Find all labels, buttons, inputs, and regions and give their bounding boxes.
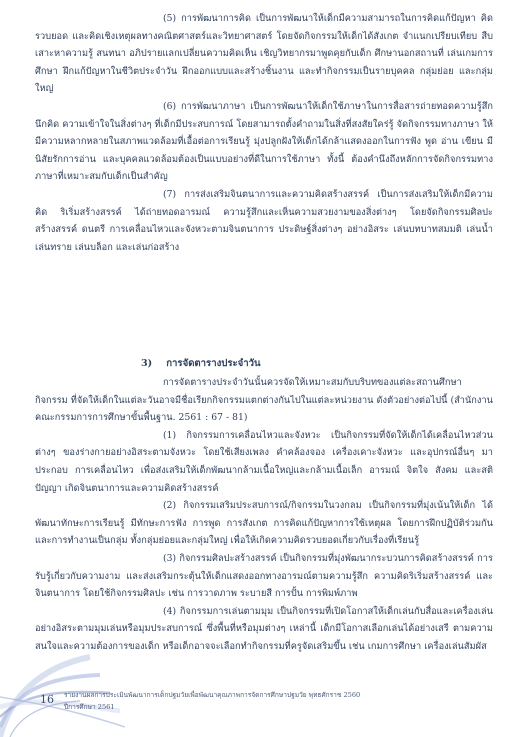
list-item-corner-play: (4) กิจกรรมการเล่นตามมุม เป็นกิจกรรมที่เปิดโอกาสให้เด็กเล่นกับสื่อและเครื่องเล่น อย่างอิสระตามมุมเล่นหรือมุมประสบการณ์ ซึ่งพื้นที่หรือมุมต่างๆ เหล่านี้ เด็กมีโอกาสเลือกเล่นได้อย่างเสรี ตามความสนใจและความต้องการของเด็ก หรือเด็กอาจจะเลือกทำกิจกรรมที่ครูจัดเสริมขึ้น เช่น เกมการศึกษา เครื่องเล่นสัมผัส [35,605,493,652]
list-item-movement: (1) กิจกรรมการเคลื่อนไหวและจังหวะ เป็นกิจกรรมที่จัดให้เด็กได้เคลื่อนไหวส่วนต่างๆ ของร่างกายอย่างอิสระตามจังหวะ โดยใช้เสียงเพลง คำคล้องจอง เครื่องเคาะจังหวะ และอุปกรณ์อื่นๆ มาประกอบ การเคลื่อนไหว เพื่อส่งเสริมให้เด็กพัฒนากล้ามเนื้อใหญ่และกล้ามเนื้อเล็ก อารมณ์ จิตใจ สังคม และสติปัญญา เกิดจินตนาการและความคิดสร้างสรรค์ [35,429,493,494]
paragraph-thinking: (5) การพัฒนาการคิด เป็นการพัฒนาให้เด็กมีความสามารถในการคิดแก้ปัญหา คิดรวบยอด และคิดเชิงเหตุผลทางคณิตศาสตร์และวิทยาศาสตร์ โดยจัดกิจกรรมให้เด็กได้สังเกต จำแนกเปรียบเทียบ สืบเสาะหาความรู้ สนทนา อภิปรายแลกเปลี่ยนความคิดเห็น เชิญวิทยากรมาพูดคุยกับเด็ก ศึกษานอกสถานที่ เล่นเกมการศึกษา ฝึกแก้ปัญหาในชีวิตประจำวัน ฝึกออกแบบและสร้างชิ้นงาน และทำกิจกรรมเป็นรายบุคคล กลุ่มย่อย และกลุ่มใหญ่ [35,13,493,95]
list-item-experience: (2) กิจกรรมเสริมประสบการณ์/กิจกรรมในวงกลม เป็นกิจกรรมที่มุ่งเน้นให้เด็ก ได้พัฒนาทักษะการเรียนรู้ มีทักษะการฟัง การพูด การสังเกต การคิดแก้ปัญหาการใช้เหตุผล โดยการฝึกปฏิบัติร่วมกัน และการทำงานเป็นกลุ่ม ทั้งกลุ่มย่อยและกลุ่มใหญ่ เพื่อให้เกิดความคิดรวบยอดเกี่ยวกับเรื่องที่เรียนรู้ [35,500,493,547]
heading-title: การจัดตารางประจำวัน [166,358,261,369]
paragraph-intro: การจัดตารางประจำวันนั้นควรจัดให้เหมาะสมกับบริบทของแต่ละสถานศึกษา กิจกรรม ที่จัดให้เด็กในแต่ละวันอาจมีชื่อเรียกกิจกรรมแตกต่างกันไปในแต่ละหน่วยงาน ดังตัวอย่างต่อไปนี้ (สำนักงาน คณะกรรมการการศึกษาขั้นพื้นฐาน. 2561 : 67 - 81) [35,377,493,424]
section-heading [141,356,275,371]
running-footer [64,689,360,713]
paragraph-creativity: (7) การส่งเสริมจินตนาการและความคิดสร้างสรรค์ เป็นการส่งเสริมให้เด็กมีความคิด ริเริ่มสร้างสรรค์ ได้ถ่ายทอดอารมณ์ ความรู้สึกและเห็นความสวยงามของสิ่งต่างๆ โดยจัดกิจกรรมศิลปะสร้างสรรค์ ดนตรี การเคลื่อนไหวและจังหวะตามจินตนาการ ประดิษฐ์สิ่งต่างๆ อย่างอิสระ เล่นบทบาทสมมติ เล่นน้ำเล่นทราย เล่นบล็อก และเล่นก่อสร้าง [35,188,493,253]
footer-line-title: รายงานผลการประเมินพัฒนาการเด็กปฐมวัยเพื่อพัฒนาคุณภาพการจัดการศึกษาปฐมวัย พุทธศักราช 2560 [64,691,361,699]
section-developments [35,10,493,256]
footer-line-year: ปีการศึกษา 2561 [64,703,115,711]
list-item-art: (3) กิจกรรมศิลปะสร้างสรรค์ เป็นกิจกรรมที่มุ่งพัฒนากระบวนการคิดสร้างสรรค์ การรับรู้เกี่ยวกับความงาม และส่งเสริมกระตุ้นให้เด็กแสดงออกทางอารมณ์ตามความรู้สึก ความคิดริเริ่มสร้างสรรค์ และจินตนาการ โดยใช้กิจกรรมศิลปะ เช่น การวาดภาพ ระบายสี การปั้น การพิมพ์ภาพ [35,552,493,600]
page-number: 16 [40,693,54,706]
heading-number: 3) [141,358,153,369]
paragraph-language: (6) การพัฒนาภาษา เป็นการพัฒนาให้เด็กใช้ภาษาในการสื่อสารถ่ายทอดความรู้สึก นึกคิด ความเข้าใจในสิ่งต่างๆ ที่เด็กมีประสบการณ์ โดยสามารถตั้งคำถามในสิ่งที่สงสัยใคร่รู้ จัดกิจกรรมทางภาษา ให้มีความหลากหลายในสภาพแวดล้อมที่เอื้อต่อการเรียนรู้ มุ่งปลูกฝังให้เด็กได้กล้าแสดงออกในการฟัง พูด อ่าน เขียน มีนิสัยรักการอ่าน และบุคคลแวดล้อมต้องเป็นแบบอย่างที่ดีในการใช้ภาษา ทั้งนี้ ต้องคำนึงถึงหลักการจัดกิจกรรมทางภาษาที่เหมาะสมกับเด็กเป็นสำคัญ [35,100,493,183]
section-daily-schedule [35,374,493,656]
